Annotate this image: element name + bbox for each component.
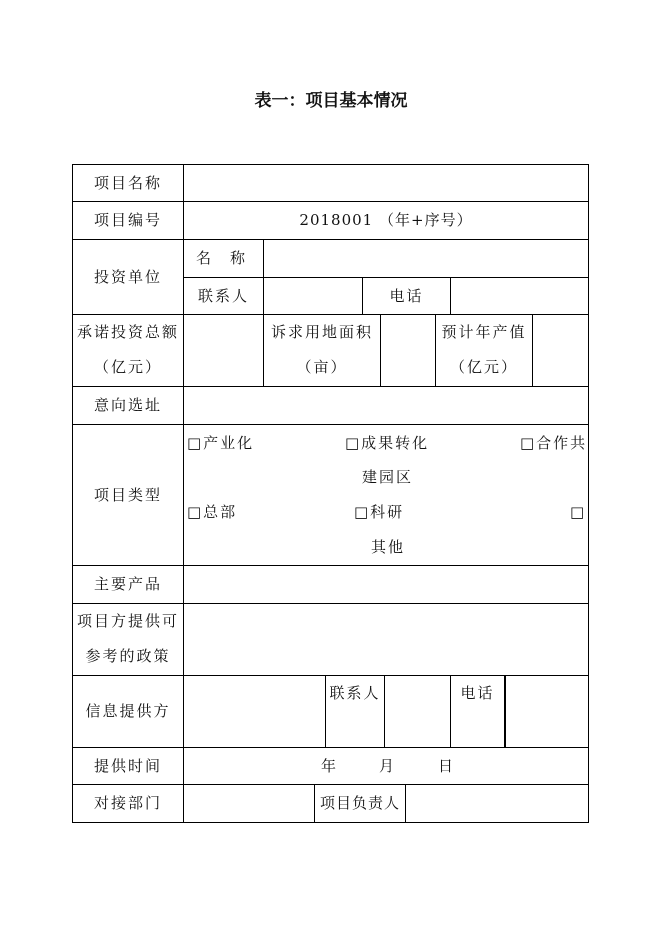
investment-amount-label <box>73 315 183 386</box>
info-provider-contact-field[interactable] <box>385 676 450 747</box>
project-leader-label: 项目负责人 <box>319 794 400 812</box>
provide-time-year: 年 <box>321 757 339 775</box>
project-name-label: 项目名称 <box>93 173 162 192</box>
department-label: 对接部门 <box>93 794 162 812</box>
main-products-label: 主要产品 <box>93 575 162 593</box>
annual-output-label <box>436 315 532 386</box>
page-title: 表一：项目基本情况 <box>254 91 408 111</box>
type-option-research[interactable]: □科研 <box>354 503 405 521</box>
site-field[interactable] <box>184 387 588 424</box>
provide-time-field[interactable] <box>184 748 588 784</box>
department-field[interactable] <box>184 785 314 822</box>
info-provider-contact-label: 联系人 <box>329 684 381 702</box>
site-label: 意向选址 <box>93 396 162 414</box>
provide-time-label: 提供时间 <box>93 756 162 775</box>
annual-output-label-line1: 预计年产值 <box>441 323 527 341</box>
annual-output-field[interactable] <box>533 315 588 386</box>
type-option-cooperative-park-cont: 建园区 <box>362 468 414 486</box>
info-provider-field[interactable] <box>184 676 325 747</box>
investor-contact-label: 联系人 <box>197 286 249 305</box>
investor-label: 投资单位 <box>93 267 162 286</box>
policy-label-line1: 项目方提供可 <box>76 612 179 630</box>
investor-phone-label: 电话 <box>389 286 424 305</box>
project-type-label: 项目类型 <box>93 485 162 504</box>
type-option-other: 其他 <box>371 538 406 556</box>
provide-time-day: 日 <box>438 757 456 775</box>
investor-phone-field[interactable] <box>451 278 588 314</box>
type-option-achievement-transfer[interactable]: □成果转化 <box>345 434 430 452</box>
investment-amount-field[interactable] <box>184 315 263 386</box>
project-number-label: 项目编号 <box>93 211 162 229</box>
project-number-value[interactable]: 2018001 （年+序号） <box>299 211 473 229</box>
type-option-cooperative-park[interactable]: □合作共 <box>520 434 588 452</box>
table-border-bottom <box>72 822 589 823</box>
policy-label-line2: 参考的政策 <box>85 647 171 665</box>
info-provider-phone-label: 电话 <box>460 684 495 702</box>
investment-amount-label-line1: 承诺投资总额 <box>76 323 179 341</box>
info-provider-phone-field[interactable] <box>506 676 588 747</box>
type-option-other-checkbox[interactable]: □ <box>570 503 587 521</box>
type-option-headquarters[interactable]: □总部 <box>187 503 238 521</box>
main-products-field[interactable] <box>184 566 588 603</box>
land-area-field[interactable] <box>381 315 435 386</box>
project-leader-field[interactable] <box>406 785 588 822</box>
policy-field[interactable] <box>184 604 588 675</box>
land-area-label-line1: 诉求用地面积 <box>270 323 373 341</box>
policy-label <box>73 604 183 675</box>
info-provider-label: 信息提供方 <box>85 702 171 720</box>
investor-contact-field[interactable] <box>264 278 362 314</box>
provide-time-month: 月 <box>379 757 397 775</box>
investor-name-label: 名 称 <box>196 249 248 267</box>
investor-name-field[interactable] <box>264 240 588 277</box>
land-area-label-line2: （亩） <box>296 358 348 376</box>
project-name-field[interactable] <box>184 165 588 201</box>
investment-amount-label-line2: （亿元） <box>93 358 162 376</box>
table-border-right <box>588 164 589 823</box>
annual-output-label-line2: （亿元） <box>449 358 518 376</box>
land-area-label <box>264 315 380 386</box>
type-option-industrialization[interactable]: □产业化 <box>187 434 255 452</box>
